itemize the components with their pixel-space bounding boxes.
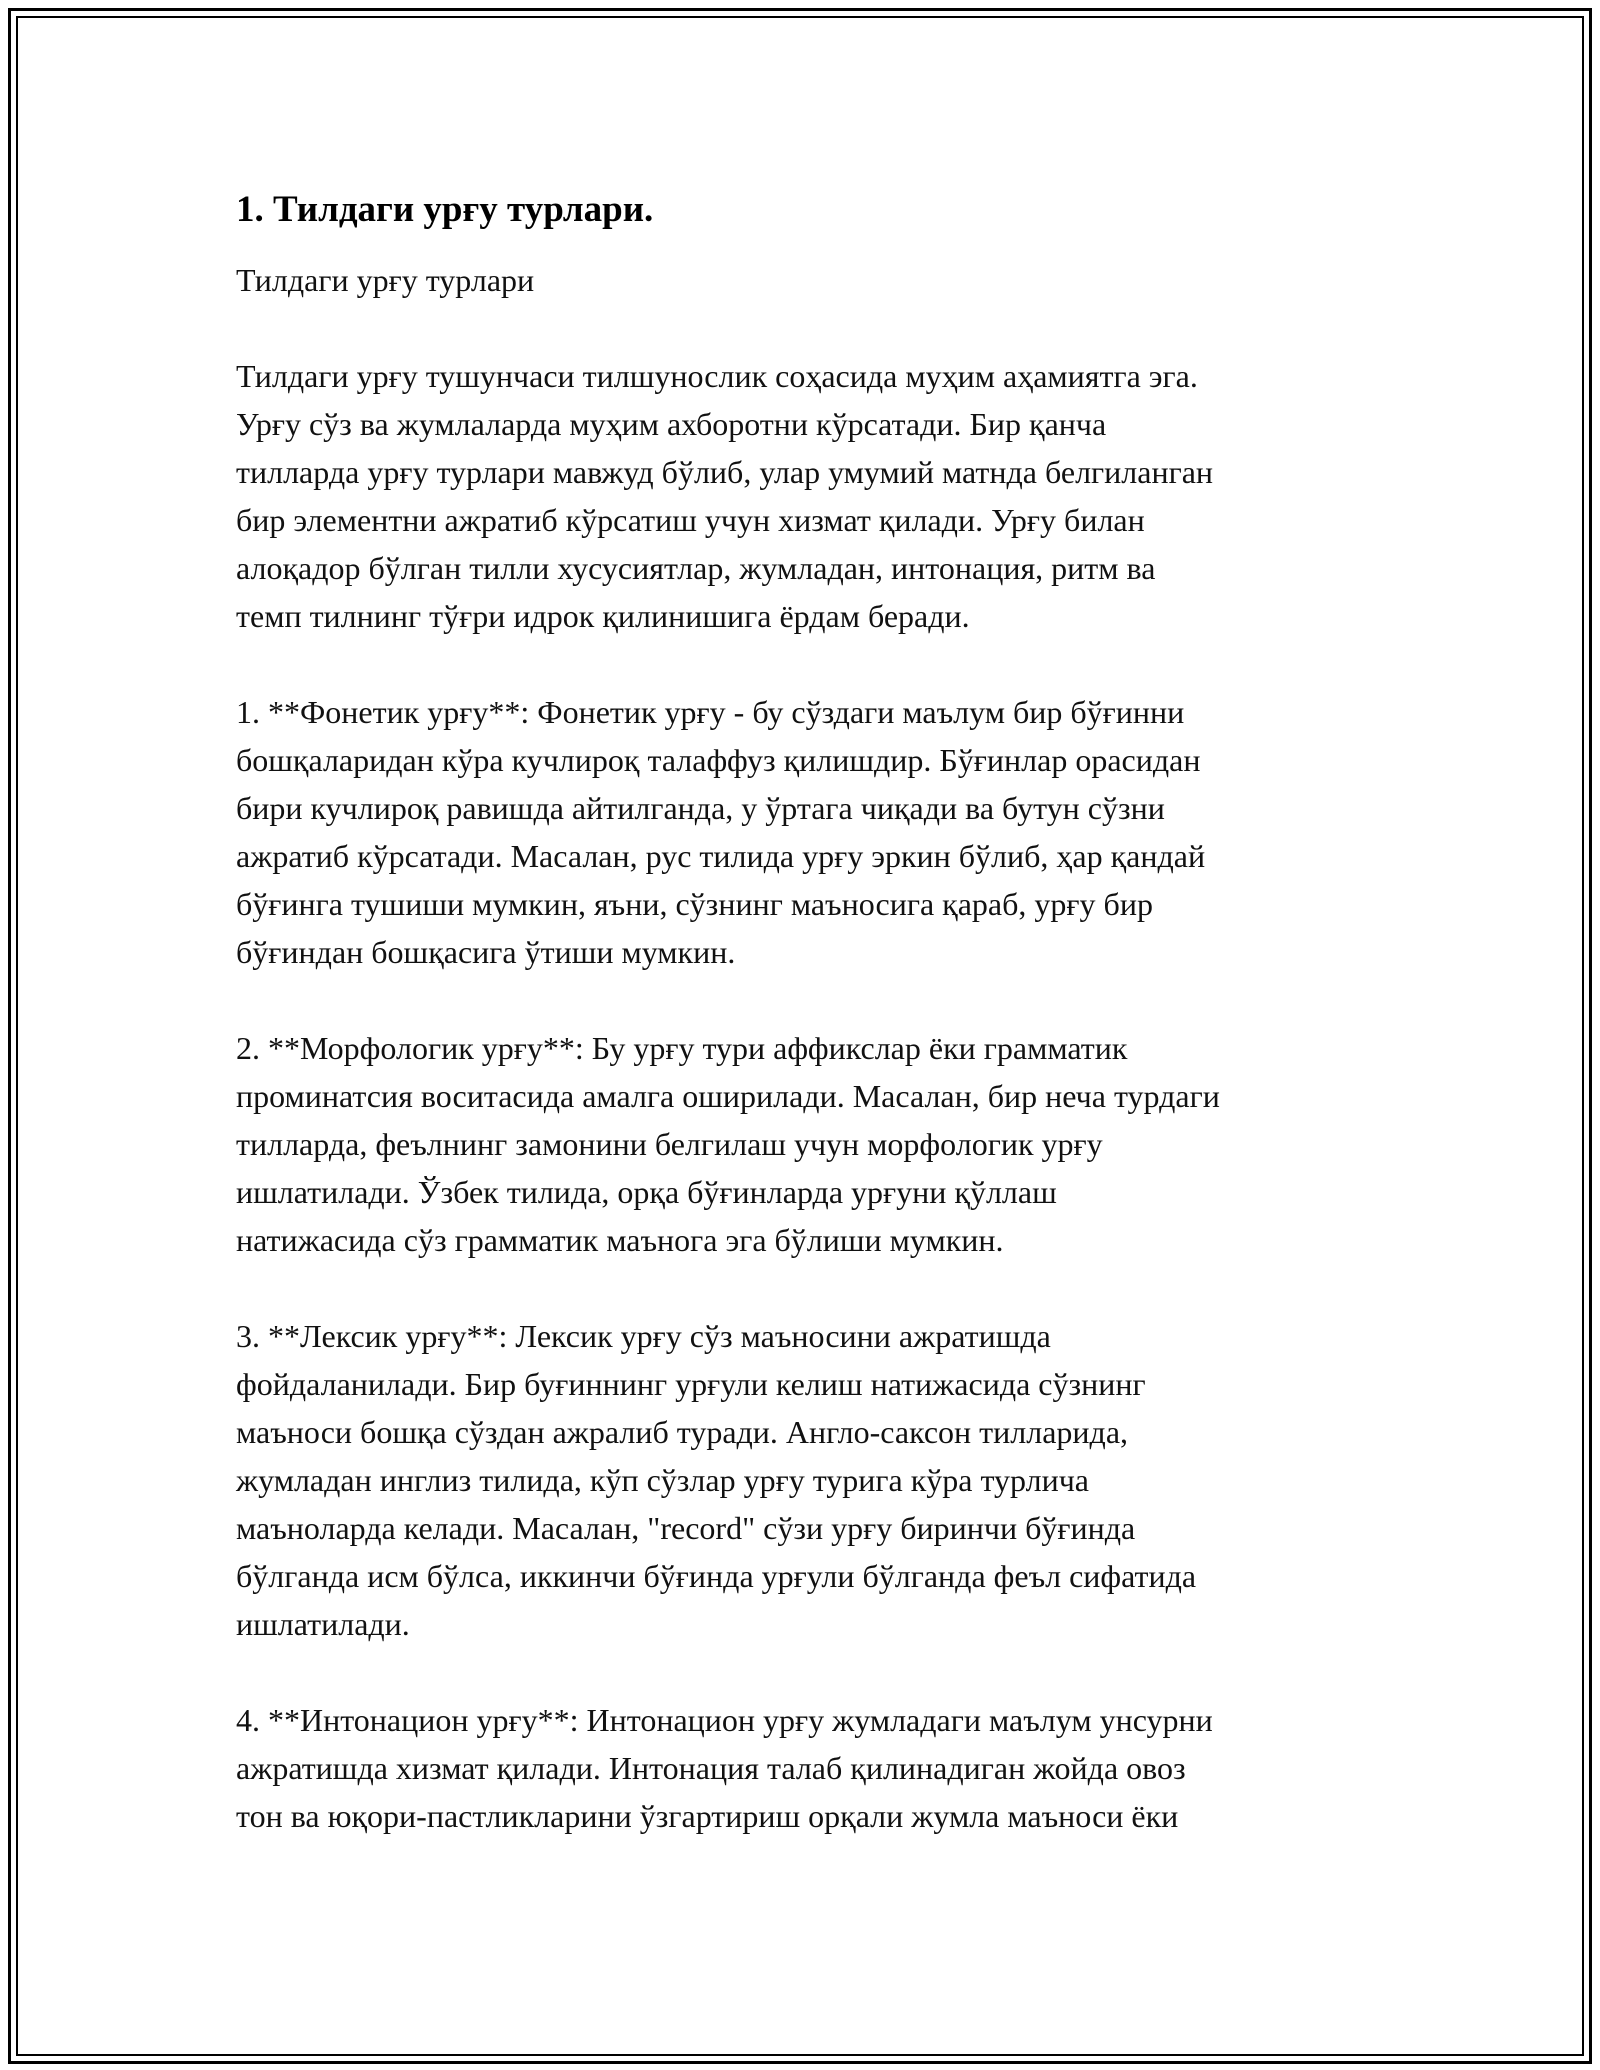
- text-line: 3. **Лексик урғу**: Лексик урғу сўз маъносини ажратишда: [236, 1318, 1051, 1354]
- paragraph-phonetic-stress: [236, 688, 1376, 976]
- document-heading: 1. Тилдаги урғу турлари.: [236, 189, 654, 230]
- text-line: маъноларда келади. Масалан, "record" сўзи урғу биринчи бўғинда: [236, 1510, 1136, 1546]
- text-line: проминатсия воситасида амалга оширилади. Масалан, бир неча турдаги: [236, 1078, 1220, 1114]
- text-line: бўғинга тушиши мумкин, яъни, сўзнинг маъносига қараб, урғу бир: [236, 886, 1153, 922]
- text-line: бир элементни ажратиб кўрсатиш учун хизмат қилади. Урғу билан: [236, 502, 1145, 538]
- paragraph-intro: [236, 352, 1376, 640]
- paragraph-morphological-stress: [236, 1024, 1376, 1264]
- text-line: ажратишда хизмат қилади. Интонация талаб қилинадиган жойда овоз: [236, 1750, 1186, 1786]
- text-line: ишлатилади.: [236, 1606, 410, 1642]
- text-line: жумладан инглиз тилида, кўп сўзлар урғу турига кўра турлича: [236, 1462, 1089, 1498]
- text-line: ишлатилади. Ўзбек тилида, орқа бўғинларда урғуни қўллаш: [236, 1174, 1057, 1210]
- text-line: фойдаланилади. Бир буғиннинг урғули келиш натижасида сўзнинг: [236, 1366, 1146, 1402]
- paragraph-lexical-stress: [236, 1312, 1376, 1648]
- text-line: ажратиб кўрсатади. Масалан, рус тилида урғу эркин бўлиб, ҳар қандай: [236, 838, 1206, 874]
- text-line: бўлганда исм бўлса, иккинчи бўғинда урғули бўлганда феъл сифатида: [236, 1558, 1197, 1594]
- paragraph-intonational-stress: [236, 1696, 1376, 1840]
- text-line: маъноси бошқа сўздан ажралиб туради. Англо-саксон тилларида,: [236, 1414, 1129, 1450]
- text-line: бошқаларидан кўра кучлироқ талаффуз қилишдир. Бўғинлар орасидан: [236, 742, 1201, 778]
- text-line: тилларда, феълнинг замонини белгилаш учун морфологик урғу: [236, 1126, 1103, 1162]
- text-line: бўғиндан бошқасига ўтиши мумкин.: [236, 934, 736, 970]
- text-line: тилларда урғу турлари мавжуд бўлиб, улар умумий матнда белгиланган: [236, 454, 1214, 490]
- document-body: [236, 186, 1376, 1888]
- text-line: 4. **Интонацион урғу**: Интонацион урғу жумладаги маълум унсурни: [236, 1702, 1213, 1738]
- text-line: Урғу сўз ва жумлаларда муҳим ахборотни кўрсатади. Бир қанча: [236, 406, 1107, 442]
- text-line: натижасида сўз грамматик маънога эга бўлиши мумкин.: [236, 1222, 1004, 1258]
- text-line: 1. **Фонетик урғу**: Фонетик урғу - бу сўздаги маълум бир бўғинни: [236, 694, 1185, 730]
- text-line: алоқадор бўлган тилли хусусиятлар, жумладан, интонация, ритм ва: [236, 550, 1156, 586]
- text-line: темп тилнинг тўғри идрок қилинишига ёрдам беради.: [236, 598, 970, 634]
- text-line: Тилдаги урғу тушунчаси тилшунослик соҳасида муҳим аҳамиятга эга.: [236, 358, 1198, 394]
- document-subtitle: Тилдаги урғу турлари: [236, 262, 535, 298]
- text-line: 2. **Морфологик урғу**: Бу урғу тури аффикслар ёки грамматик: [236, 1030, 1128, 1066]
- text-line: бири кучлироқ равишда айтилганда, у ўртага чиқади ва бутун сўзни: [236, 790, 1165, 826]
- text-line: тон ва юқори-пастликларини ўзгартириш орқали жумла маъноси ёки: [236, 1798, 1179, 1834]
